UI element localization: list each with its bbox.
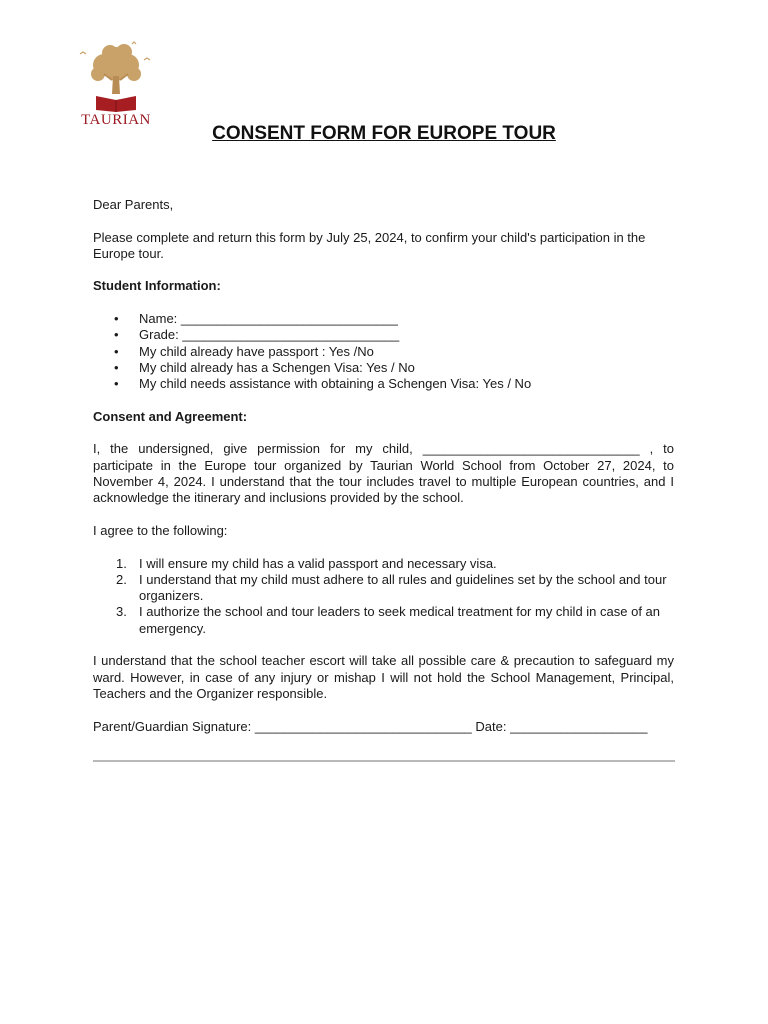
greeting: Dear Parents, [93, 197, 174, 212]
liability-paragraph: I understand that the school teacher escort will take all possible care & precaution to safeguard my ward. However, in case of any injury or mishap I will not hold the School Management, Principal, Teachers and the Organizer responsible. [93, 653, 674, 701]
student-info-list [93, 311, 674, 392]
list-item [93, 572, 674, 605]
list-item: • Grade: ______________________________ [93, 327, 674, 343]
item-number: 3. [116, 604, 127, 620]
item-text: I authorize the school and tour leaders to seek medical treatment for my child in case of an emergency. [139, 604, 660, 636]
list-item: • Name: ______________________________ [93, 311, 674, 327]
agreement-list [93, 556, 674, 637]
consent-heading: Consent and Agreement: [93, 408, 248, 424]
intro-paragraph: Please complete and return this form by July 25, 2024, to confirm your child's participation in the Europe tour. [93, 229, 646, 261]
list-item: • My child already has a Schengen Visa: Yes / No [93, 360, 674, 376]
logo-wordmark: TAURIAN [81, 112, 151, 128]
list-item: • My child already have passport : Yes /No [93, 344, 674, 360]
letter-body [93, 197, 674, 751]
page-title: CONSENT FORM FOR EUROPE TOUR [212, 123, 556, 144]
signature-line: Parent/Guardian Signature: ______________________________ Date: ___________________ [93, 718, 648, 734]
item-text: I understand that my child must adhere to all rules and guidelines set by the school and tour organizers. [139, 571, 667, 604]
list-item: • My child needs assistance with obtaining a Schengen Visa: Yes / No [93, 376, 674, 392]
agree-intro: I agree to the following: [93, 522, 228, 538]
taurian-logo [74, 40, 158, 130]
item-text: I will ensure my child has a valid passport and necessary visa. [139, 555, 497, 571]
permission-paragraph: I, the undersigned, give permission for my child, ______________________________ , to participate in the Europe tour organized by Taurian World School from October 27, 2024, to November 4, 2024. I understand that the tour includes travel to multiple European countries, and I acknowledge the itinerary and inclusions provided by the school. [93, 441, 674, 506]
list-item [93, 604, 674, 637]
item-number: 1. [116, 555, 127, 571]
item-number: 2. [116, 571, 127, 587]
tree-book-icon [74, 40, 158, 114]
footer-divider [93, 760, 675, 762]
list-item [93, 556, 674, 572]
student-info-heading: Student Information: [93, 278, 221, 294]
